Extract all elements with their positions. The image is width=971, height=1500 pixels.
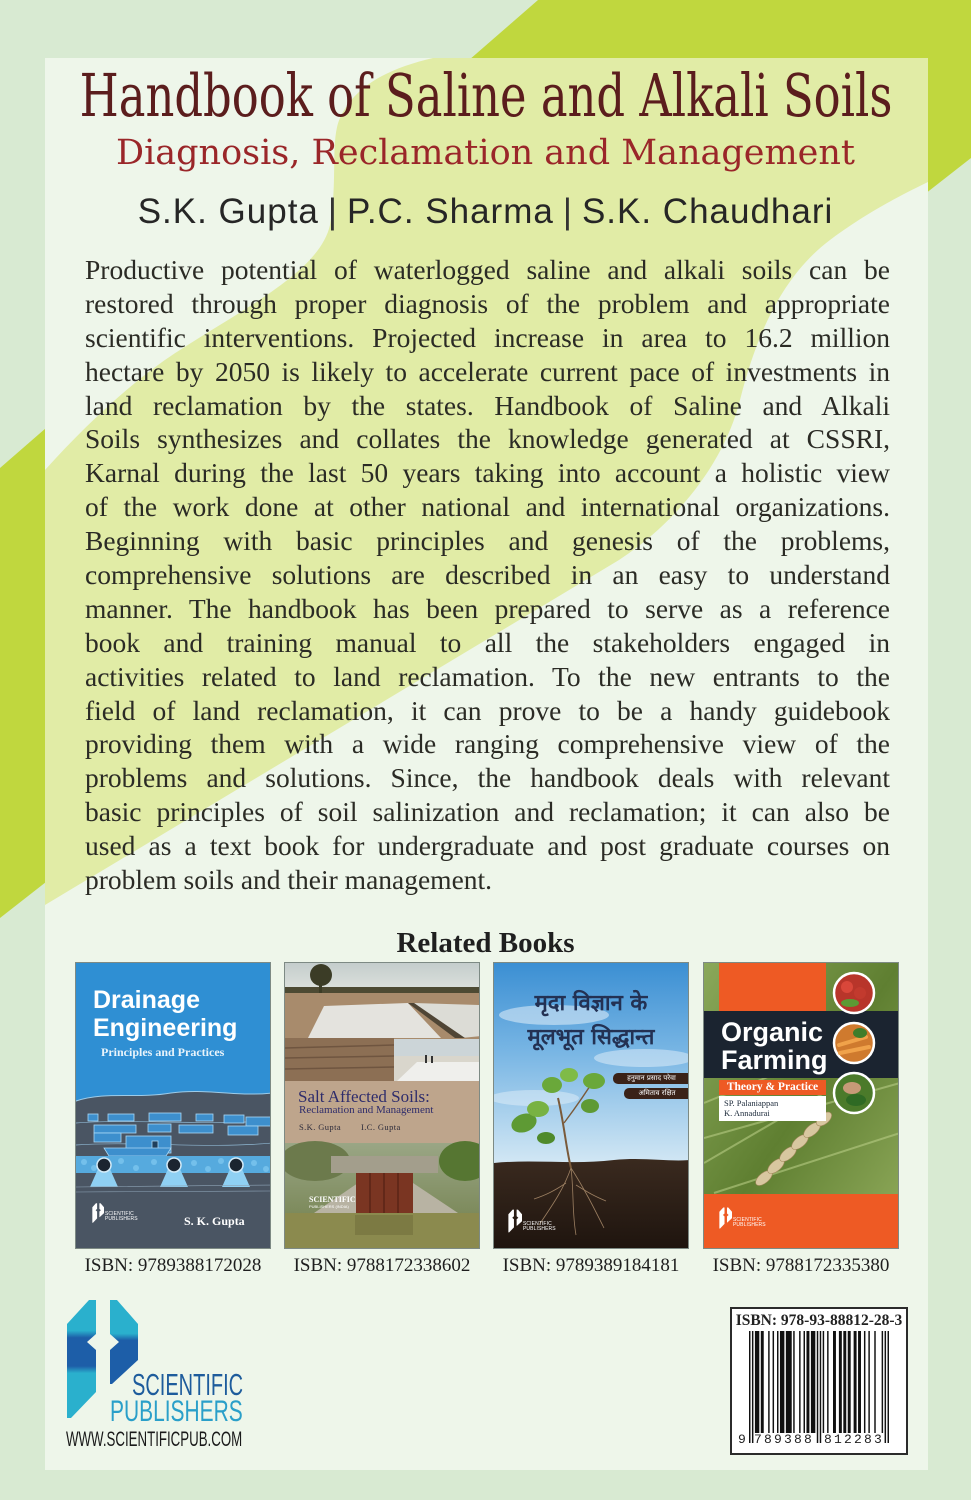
- description-line: problem soils and their management.: [85, 864, 493, 896]
- related-book-cover-organic-farming: [703, 962, 899, 1249]
- barcode-isbn-label: ISBN: 978-93-88812-28-3: [735, 1312, 903, 1329]
- related-book-cover-soil-science-hindi: [493, 962, 689, 1249]
- description-line: scientific interventions. Projected increase in area to 16.2 million: [85, 321, 890, 353]
- publisher-mini-logo: [92, 1203, 138, 1223]
- cover-title-line: Engineering: [93, 1014, 238, 1042]
- description-line: Soils synthesizes and collates the knowledge generated at CSSRI,: [85, 423, 890, 455]
- publisher-mini-logo: [508, 1209, 556, 1233]
- cover-author: अमिताव रक्षित: [624, 1088, 689, 1099]
- related-book-cover-drainage-engineering: [75, 962, 271, 1249]
- mini-logo-text: PUBLISHERS: [733, 1222, 766, 1228]
- description-line: activities related to land reclamation. To the new entrants to the: [85, 660, 890, 692]
- description-line: land reclamation by the states. Handbook of Saline and Alkali: [85, 389, 890, 421]
- mini-logo-text: PUBLISHERS: [523, 1226, 556, 1232]
- publisher-mini-logo: [309, 1196, 356, 1209]
- description-line: hectare by 2050 is likely to accelerate current pace of investments in: [85, 355, 890, 387]
- barcode-lead-digit: 9: [738, 1432, 749, 1447]
- cover-title-line: मृदा विज्ञान के: [534, 991, 648, 1016]
- description-line: manner. The handbook has been prepared to serve as a reference: [85, 592, 890, 624]
- publisher-logo-icon: [92, 1203, 104, 1223]
- isbn-barcode: [730, 1307, 908, 1455]
- cover-author: S. K. Gupta: [184, 1214, 245, 1228]
- book-title-block: [0, 61, 971, 130]
- related-books-heading: Related Books: [396, 927, 575, 959]
- cover-subtitle: Reclamation and Management: [299, 1104, 434, 1116]
- description-line: comprehensive solutions are described in an easy to understand: [85, 559, 890, 591]
- book-authors: [0, 194, 971, 229]
- description-line: Beginning with basic principles and genesis of the problems,: [85, 525, 890, 557]
- cover-title: Salt Affected Soils:: [298, 1087, 430, 1106]
- description-line: Productive potential of waterlogged saline and alkali soils can be: [85, 254, 890, 285]
- cover-subtitle: Theory & Practice: [726, 1081, 819, 1093]
- mini-logo-text: PUBLISHERS (INDIA): [309, 1204, 349, 1209]
- mini-logo-text: SCIENTIFIC: [523, 1221, 552, 1227]
- cover-author: I.C. Gupta: [361, 1122, 401, 1132]
- book-title: Handbook of Saline and Alkali Soils: [79, 61, 892, 130]
- author-separator: |: [562, 192, 573, 231]
- related-book-isbn: ISBN: 9788172335380: [712, 1255, 890, 1276]
- description-line: used as a text book for undergraduate and post graduate courses on: [85, 830, 890, 862]
- barcode-left-digits: 789388: [754, 1432, 815, 1447]
- barcode-right-digits: 812283: [824, 1432, 885, 1447]
- publisher-mini-logo: [719, 1207, 766, 1229]
- mini-logo-text: SCIENTIFIC: [309, 1195, 356, 1204]
- related-book-isbn: ISBN: 9789389184181: [502, 1255, 680, 1276]
- author-name: S.K. Gupta: [137, 192, 319, 231]
- cover-author: K. Annadurai: [724, 1107, 770, 1118]
- related-book-isbn: ISBN: 9789388172028: [84, 1255, 262, 1276]
- cover-author: हनुमान प्रसाद परेवा: [613, 1073, 689, 1084]
- mini-logo-text: SCIENTIFIC: [105, 1211, 134, 1217]
- book-description: [85, 253, 890, 897]
- cover-author: S.K. Gupta: [299, 1122, 342, 1132]
- publisher-website: WWW.SCIENTIFICPUB.COM: [66, 1428, 243, 1451]
- related-book-cover-salt-affected-soils: [284, 962, 480, 1249]
- mini-logo-text: SCIENTIFIC: [733, 1217, 762, 1223]
- cover-title-line: मूलभूत सिद्धान्त: [527, 1025, 655, 1050]
- cover-title-line: Farming: [721, 1045, 828, 1075]
- cover-subtitle: Principles and Practices: [101, 1045, 225, 1059]
- author-separator: |: [327, 192, 338, 231]
- description-line: book and training manual to all the stakeholders engaged in: [85, 626, 890, 658]
- description-line: of the work done at other national and international organizations.: [85, 491, 890, 523]
- author-name: S.K. Chaudhari: [581, 192, 834, 231]
- description-line: providing them with a wide ranging comprehensive view of the: [85, 728, 890, 760]
- publisher-logo-icon: [508, 1209, 522, 1233]
- cover-author: SP. Palaniappan: [724, 1098, 779, 1108]
- mini-logo-text: PUBLISHERS: [105, 1216, 138, 1222]
- cover-title-line: Organic: [721, 1017, 824, 1047]
- description-line: field of land reclamation, it can prove to be a handy guidebook: [85, 694, 890, 726]
- publisher-name-line1: SCIENTIFIC: [132, 1367, 244, 1402]
- description-line: basic principles of soil salinization and reclamation; it can also be: [85, 796, 890, 828]
- book-subtitle: Diagnosis, Reclamation and Management: [116, 133, 855, 173]
- publisher-name-line2: PUBLISHERS: [110, 1395, 243, 1428]
- description-line: restored through proper diagnosis of the problem and appropriate: [85, 287, 890, 319]
- publisher-logo-icon: [719, 1207, 732, 1229]
- description-line: Karnal during the last 50 years taking into account a holistic view: [85, 457, 890, 489]
- description-line: problems and solutions. Since, the handbook deals with relevant: [85, 762, 890, 794]
- cover-title-line: Drainage: [93, 986, 200, 1014]
- author-name: P.C. Sharma: [347, 192, 554, 231]
- barcode-bars: [749, 1331, 889, 1443]
- related-book-isbn: ISBN: 9788172338602: [293, 1255, 471, 1276]
